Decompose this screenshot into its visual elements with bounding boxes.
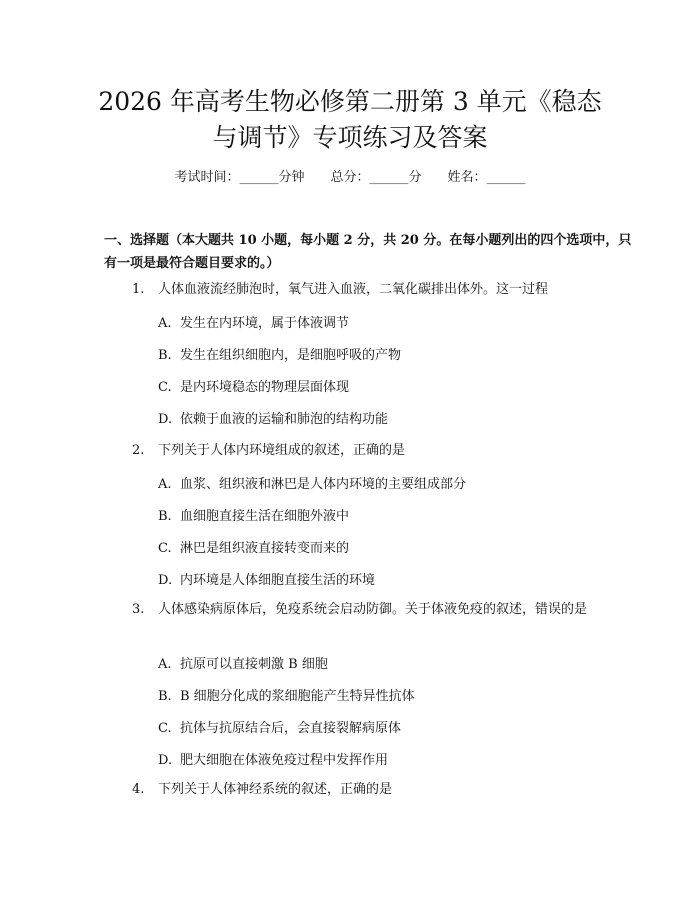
question-text: 下列关于人体内环境组成的叙述，正确的是 [158, 443, 406, 458]
option-letter: C. [158, 721, 172, 736]
question-number: 1. [132, 282, 145, 297]
option-text: 抗原可以直接刺激 B 细胞 [180, 657, 328, 672]
option-text: 淋巴是组织液直接转变而来的 [180, 541, 350, 556]
option-text: 发生在内环境，属于体液调节 [180, 316, 350, 331]
option-letter: D. [158, 573, 173, 588]
question-number: 2. [132, 443, 145, 458]
document-title-line-1: 2026 年高考生物必修第二册第 3 单元《稳态 [98, 87, 602, 116]
question-text: 人体血液流经肺泡时，氧气进入血液，二氧化碳排出体外。这一过程 [158, 282, 549, 297]
exam-meta [0, 168, 700, 188]
option-text: 血细胞直接生活在细胞外液中 [180, 509, 350, 524]
option-text: B 细胞分化成的浆细胞能产生特异性抗体 [180, 689, 415, 704]
question-1-option-c [158, 378, 638, 398]
question-2-option-c [158, 539, 638, 559]
question-text: 下列关于人体神经系统的叙述，正确的是 [158, 782, 393, 797]
option-letter: B. [158, 509, 172, 524]
question-2-option-b [158, 507, 638, 527]
option-letter: D. [158, 412, 173, 427]
question-4-stem [104, 779, 644, 801]
option-text: 肥大细胞在体液免疫过程中发挥作用 [180, 753, 389, 768]
question-3-option-a [158, 655, 638, 675]
student-name-field: 姓名：______ [447, 170, 526, 185]
total-score-field: 总分：______分 [330, 170, 422, 185]
question-1-stem [104, 279, 644, 301]
option-letter: A. [158, 657, 172, 672]
question-1-option-b [158, 346, 638, 366]
section-heading: 一、选择题（本大题共 10 小题，每小题 2 分，共 20 分。在每小题列出的四个选项中，只有一项是最符合题目要求的。） [104, 233, 632, 271]
option-text: 抗体与抗原结合后，会直接裂解病原体 [180, 721, 402, 736]
question-3-option-b [158, 687, 638, 707]
question-number: 3. [132, 602, 145, 617]
question-2-option-a [158, 475, 638, 495]
question-3-option-d [158, 751, 638, 771]
option-text: 血浆、组织液和淋巴是人体内环境的主要组成部分 [180, 477, 467, 492]
question-1-option-a [158, 314, 638, 334]
question-1-option-d [158, 410, 638, 430]
option-letter: D. [158, 753, 173, 768]
option-text: 发生在组织细胞内，是细胞呼吸的产物 [180, 348, 402, 363]
option-letter: B. [158, 348, 172, 363]
question-number: 4. [132, 782, 145, 797]
option-text: 内环境是人体细胞直接生活的环境 [180, 573, 376, 588]
option-text: 是内环境稳态的物理层面体现 [180, 380, 350, 395]
question-2-stem [104, 440, 644, 462]
option-letter: A. [158, 316, 172, 331]
question-3-option-c [158, 719, 638, 739]
option-letter: C. [158, 541, 172, 556]
option-text: 依赖于血液的运输和肺泡的结构功能 [180, 412, 389, 427]
option-letter: C. [158, 380, 172, 395]
question-text: 人体感染病原体后，免疫系统会启动防御。关于体液免疫的叙述，错误的是 [158, 602, 588, 617]
question-3-stem [104, 599, 644, 621]
question-2-option-d [158, 571, 638, 591]
exam-time-field: 考试时间：______分钟 [174, 170, 305, 185]
document-title-line-2: 与调节》专项练习及答案 [212, 123, 488, 152]
option-letter: A. [158, 477, 172, 492]
option-letter: B. [158, 689, 172, 704]
